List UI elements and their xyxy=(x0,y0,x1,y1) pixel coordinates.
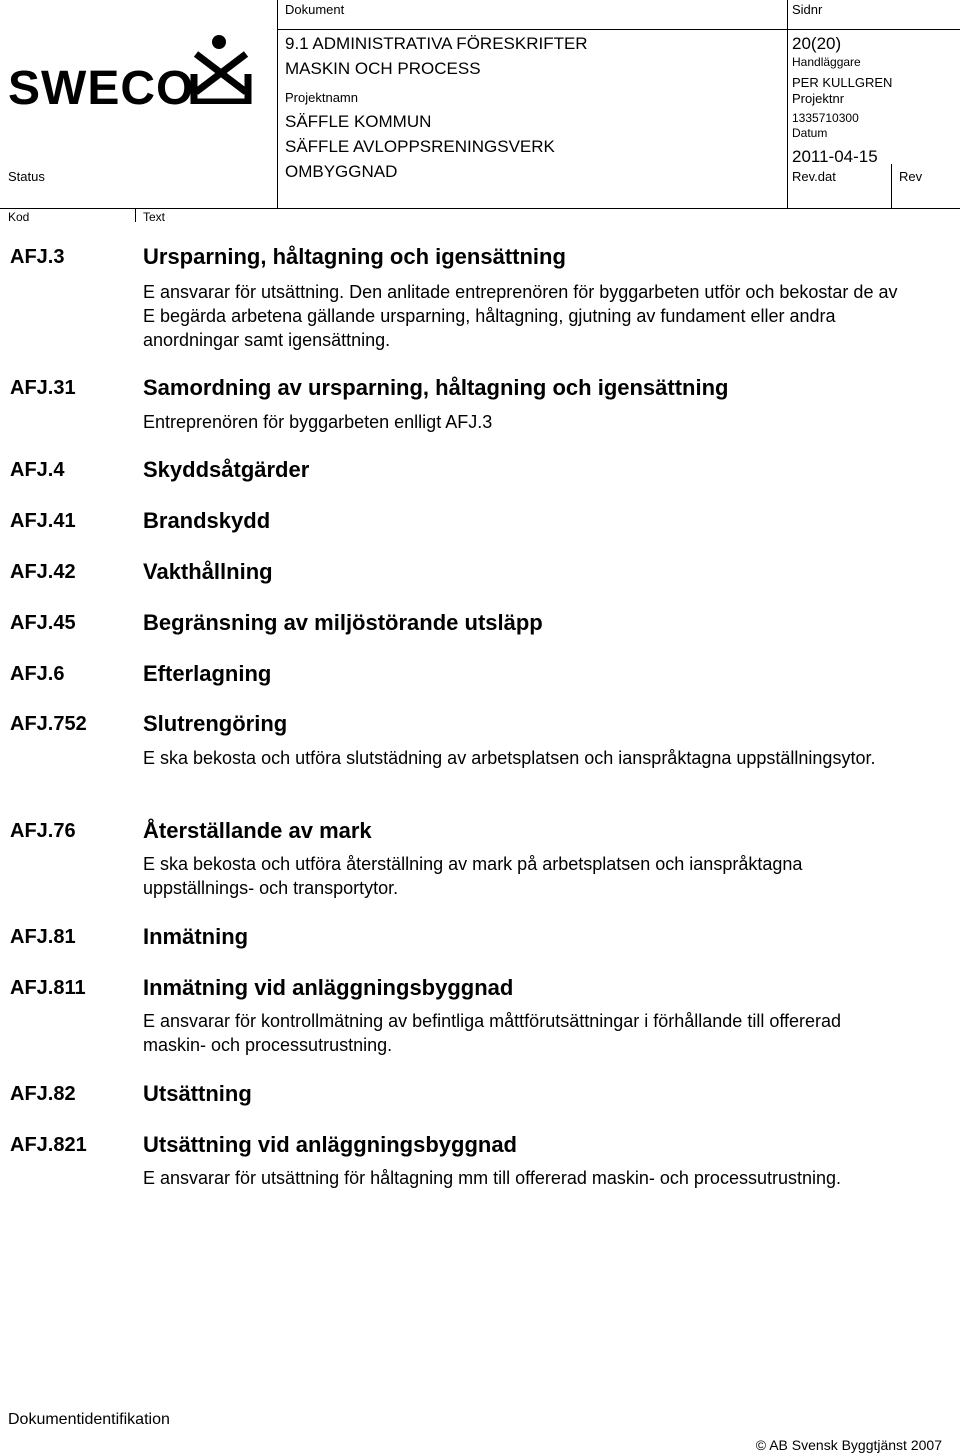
handlaggare-label: Handläggare xyxy=(792,55,861,69)
section-code: AFJ.76 xyxy=(10,820,76,842)
document-identification-label: Dokumentidentifikation xyxy=(8,1411,170,1428)
section-code: AFJ.82 xyxy=(10,1083,76,1105)
project-name-line2: SÄFFLE AVLOPPSRENINGSVERK xyxy=(285,137,555,156)
section-code: AFJ.4 xyxy=(10,459,65,481)
sweco-logo-mark xyxy=(190,32,252,104)
section-code: AFJ.31 xyxy=(10,377,76,399)
section-body: E ansvarar för utsättning. Den anlitade entreprenören för byggarbeten utför och bekostar de av E begärda arbetena gällande ursparning, håltagning, gjutning av fundament eller andra anordningar samt igensättning. xyxy=(143,282,898,350)
sidnr-label: Sidnr xyxy=(792,2,823,17)
section-heading: Inmätning vid anläggningsbyggnad xyxy=(143,975,514,1000)
section-body: E ansvarar för utsättning för håltagning mm till offererad maskin- och processutrustning. xyxy=(143,1168,842,1188)
document-title-line1: 9.1 ADMINISTRATIVA FÖRESKRIFTER xyxy=(285,34,588,53)
status-label: Status xyxy=(8,169,45,184)
copyright: © AB Svensk Byggtjänst 2007 xyxy=(755,1437,942,1453)
document-title-line2: MASKIN OCH PROCESS xyxy=(285,59,481,78)
section-code: AFJ.752 xyxy=(10,713,87,735)
section-heading: Samordning av ursparning, håltagning och igensättning xyxy=(143,375,729,400)
section-heading: Återställande av mark xyxy=(143,818,372,843)
divider xyxy=(0,208,960,209)
revdat-label: Rev.dat xyxy=(792,169,836,184)
section-heading: Vakthållning xyxy=(143,559,273,584)
section-body: Entreprenören för byggarbeten enlligt AFJ.3 xyxy=(143,412,493,432)
projektnr-value: 1335710300 xyxy=(792,111,859,125)
section-code: AFJ.3 xyxy=(10,246,65,268)
section-code: AFJ.41 xyxy=(10,510,76,532)
dokument-label: Dokument xyxy=(285,2,345,17)
section-heading: Efterlagning xyxy=(143,661,272,686)
section-code: AFJ.6 xyxy=(10,663,65,685)
projektnamn-label: Projektnamn xyxy=(285,90,358,105)
section-heading: Inmätning xyxy=(143,924,249,949)
section-body: E ansvarar för kontrollmätning av befintliga måttförutsättningar i förhållande till offererad maskin- och processutrustning. xyxy=(143,1011,842,1055)
divider xyxy=(135,208,136,222)
divider xyxy=(277,0,278,208)
section-heading: Brandskydd xyxy=(143,508,271,533)
section-code: AFJ.821 xyxy=(10,1134,87,1156)
kod-column-label: Kod xyxy=(8,210,30,224)
section-heading: Utsättning xyxy=(143,1081,252,1106)
datum-label: Datum xyxy=(792,126,828,140)
rev-label: Rev xyxy=(899,169,923,184)
datum-value: 2011-04-15 xyxy=(792,147,878,166)
project-name-line3: OMBYGGNAD xyxy=(285,162,398,181)
section-heading: Utsättning vid anläggningsbyggnad xyxy=(143,1132,517,1157)
handlaggare-value: PER KULLGREN xyxy=(792,75,893,90)
section-code: AFJ.811 xyxy=(10,977,86,999)
text-column-label: Text xyxy=(143,210,166,224)
projektnr-label: Projektnr xyxy=(792,91,845,106)
divider xyxy=(787,0,788,208)
divider xyxy=(277,29,960,30)
section-heading: Slutrengöring xyxy=(143,711,288,736)
section-body: E ska bekosta och utföra slutstädning av arbetsplatsen och ianspråktagna uppställningsytor. xyxy=(143,748,876,768)
section-code: AFJ.45 xyxy=(10,612,76,634)
section-code: AFJ.81 xyxy=(10,926,76,948)
section-code: AFJ.42 xyxy=(10,561,76,583)
section-heading: Skyddsåtgärder xyxy=(143,457,310,482)
section-body: E ska bekosta och utföra återställning av mark på arbetsplatsen och ianspråktagna uppställnings- och transportytor. xyxy=(143,854,803,898)
section-heading: Begränsning av miljöstörande utsläpp xyxy=(143,610,543,635)
project-name-line1: SÄFFLE KOMMUN xyxy=(285,112,432,131)
section-heading: Ursparning, håltagning och igensättning xyxy=(143,244,566,269)
divider xyxy=(891,164,892,208)
page-number: 20(20) xyxy=(792,34,842,53)
logo: SWECO xyxy=(8,62,195,115)
